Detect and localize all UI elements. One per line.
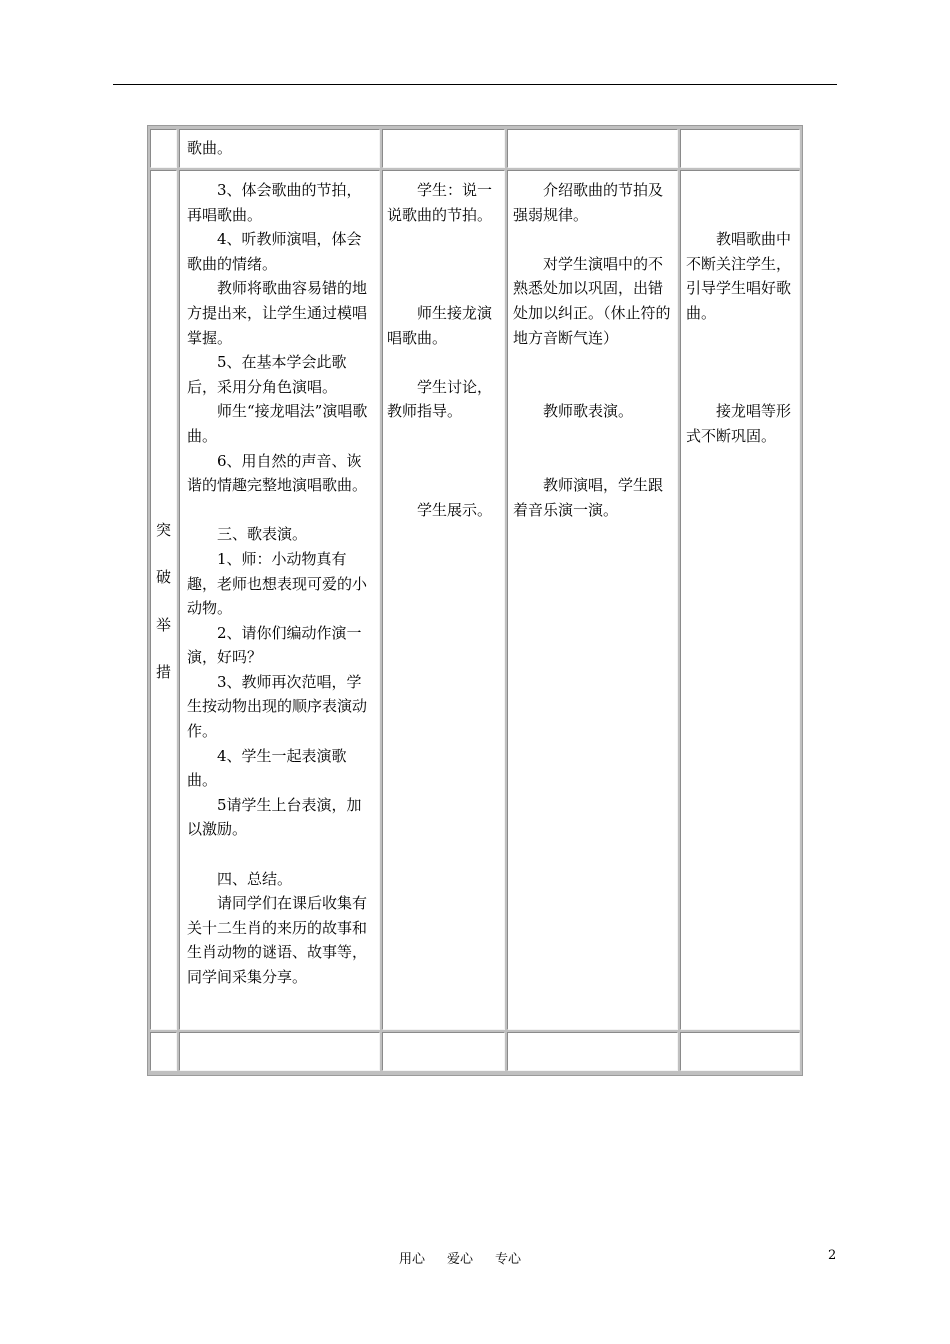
student-discussion: 学生讨论，教师指导。 (387, 377, 493, 421)
teacher-perform: 教师歌表演。 (543, 402, 634, 421)
lesson-table (147, 125, 803, 1076)
row3-label-cell (150, 1032, 177, 1071)
content-summary: 请同学们在课后收集有关十二生肖的来历的故事和生肖动物的谜语、故事等，同学间采集分享。 (187, 894, 368, 986)
page-number: 2 (828, 1248, 837, 1263)
notes-cell (680, 170, 800, 1030)
footer-word-2: 爱心 (447, 1252, 474, 1267)
notes-consolidate: 接龙唱等形式不断巩固。 (686, 402, 792, 445)
content-section-3-heading: 三、歌表演。 (217, 525, 308, 544)
notes-attention: 教唱歌曲中不断关注学生，引导学生唱好歌曲。 (686, 230, 792, 322)
row3-student-cell (382, 1032, 505, 1071)
teacher-sing-along: 教师演唱，学生跟着音乐演一演。 (513, 476, 664, 519)
content-step-5: 5、在基本学会此歌后，采用分角色演唱。 (187, 353, 347, 396)
row3-content-cell (179, 1032, 380, 1071)
section-label-cell (150, 170, 177, 1030)
row1-teacher-cell (507, 129, 678, 168)
content-section-4-heading: 四、总结。 (217, 869, 293, 888)
student-relay-sing: 师生接龙演唱歌曲。 (387, 303, 493, 347)
row1-student-cell (382, 129, 505, 168)
row3-notes-cell (680, 1032, 800, 1071)
footer-motto (399, 1248, 521, 1267)
row1-notes-cell (680, 129, 800, 168)
student-rhythm: 学生：说一说歌曲的节拍。 (387, 181, 493, 224)
section-label-char-4: 措 (155, 663, 171, 681)
header-rule (113, 84, 837, 85)
footer-word-1: 用心 (399, 1252, 426, 1267)
teacher-rhythm-intro: 介绍歌曲的节拍及强弱规律。 (513, 181, 664, 224)
section-label-char-3: 举 (155, 616, 171, 634)
student-activity-cell (382, 170, 505, 1030)
content-perform-5: 5请学生上台表演，加以激励。 (187, 795, 362, 839)
content-perform-1: 1、师：小动物真有趣，老师也想表现可爱的小动物。 (187, 549, 368, 618)
content-perform-4: 4、学生一起表演歌曲。 (187, 746, 347, 790)
section-label-char-2: 破 (155, 568, 171, 586)
row1-content-text: 歌曲。 (187, 139, 233, 157)
student-showcase: 学生展示。 (417, 500, 493, 519)
page-footer (0, 1248, 950, 1268)
teacher-correction: 对学生演唱中的不熟悉处加以巩固，出错处加以纠正。（休止符的地方音断气连） (513, 254, 671, 347)
content-perform-3: 3、教师再次范唱，学生按动物出现的顺序表演动作。 (187, 672, 368, 741)
content-perform-2: 2、请你们编动作演一演，好吗？ (187, 623, 362, 667)
content-cell (179, 170, 380, 1030)
content-step-6: 6、用自然的声音、诙谐的情趣完整地演唱歌曲。 (187, 451, 368, 495)
section-label-char-1: 突 (155, 521, 171, 539)
content-teacher-points: 教师将歌曲容易错的地方提出来，让学生通过模唱掌握。 (187, 279, 368, 347)
row3-teacher-cell (507, 1032, 678, 1071)
row1-label-cell (150, 129, 177, 168)
content-step-3: 3、体会歌曲的节拍，再唱歌曲。 (187, 181, 362, 224)
content-step-4: 4、听教师演唱，体会歌曲的情绪。 (187, 230, 362, 273)
teacher-activity-cell (507, 170, 678, 1030)
footer-word-3: 专心 (495, 1252, 522, 1267)
row1-content-cell (179, 129, 380, 168)
content-relay-singing: 师生“接龙唱法”演唱歌曲。 (187, 402, 368, 445)
